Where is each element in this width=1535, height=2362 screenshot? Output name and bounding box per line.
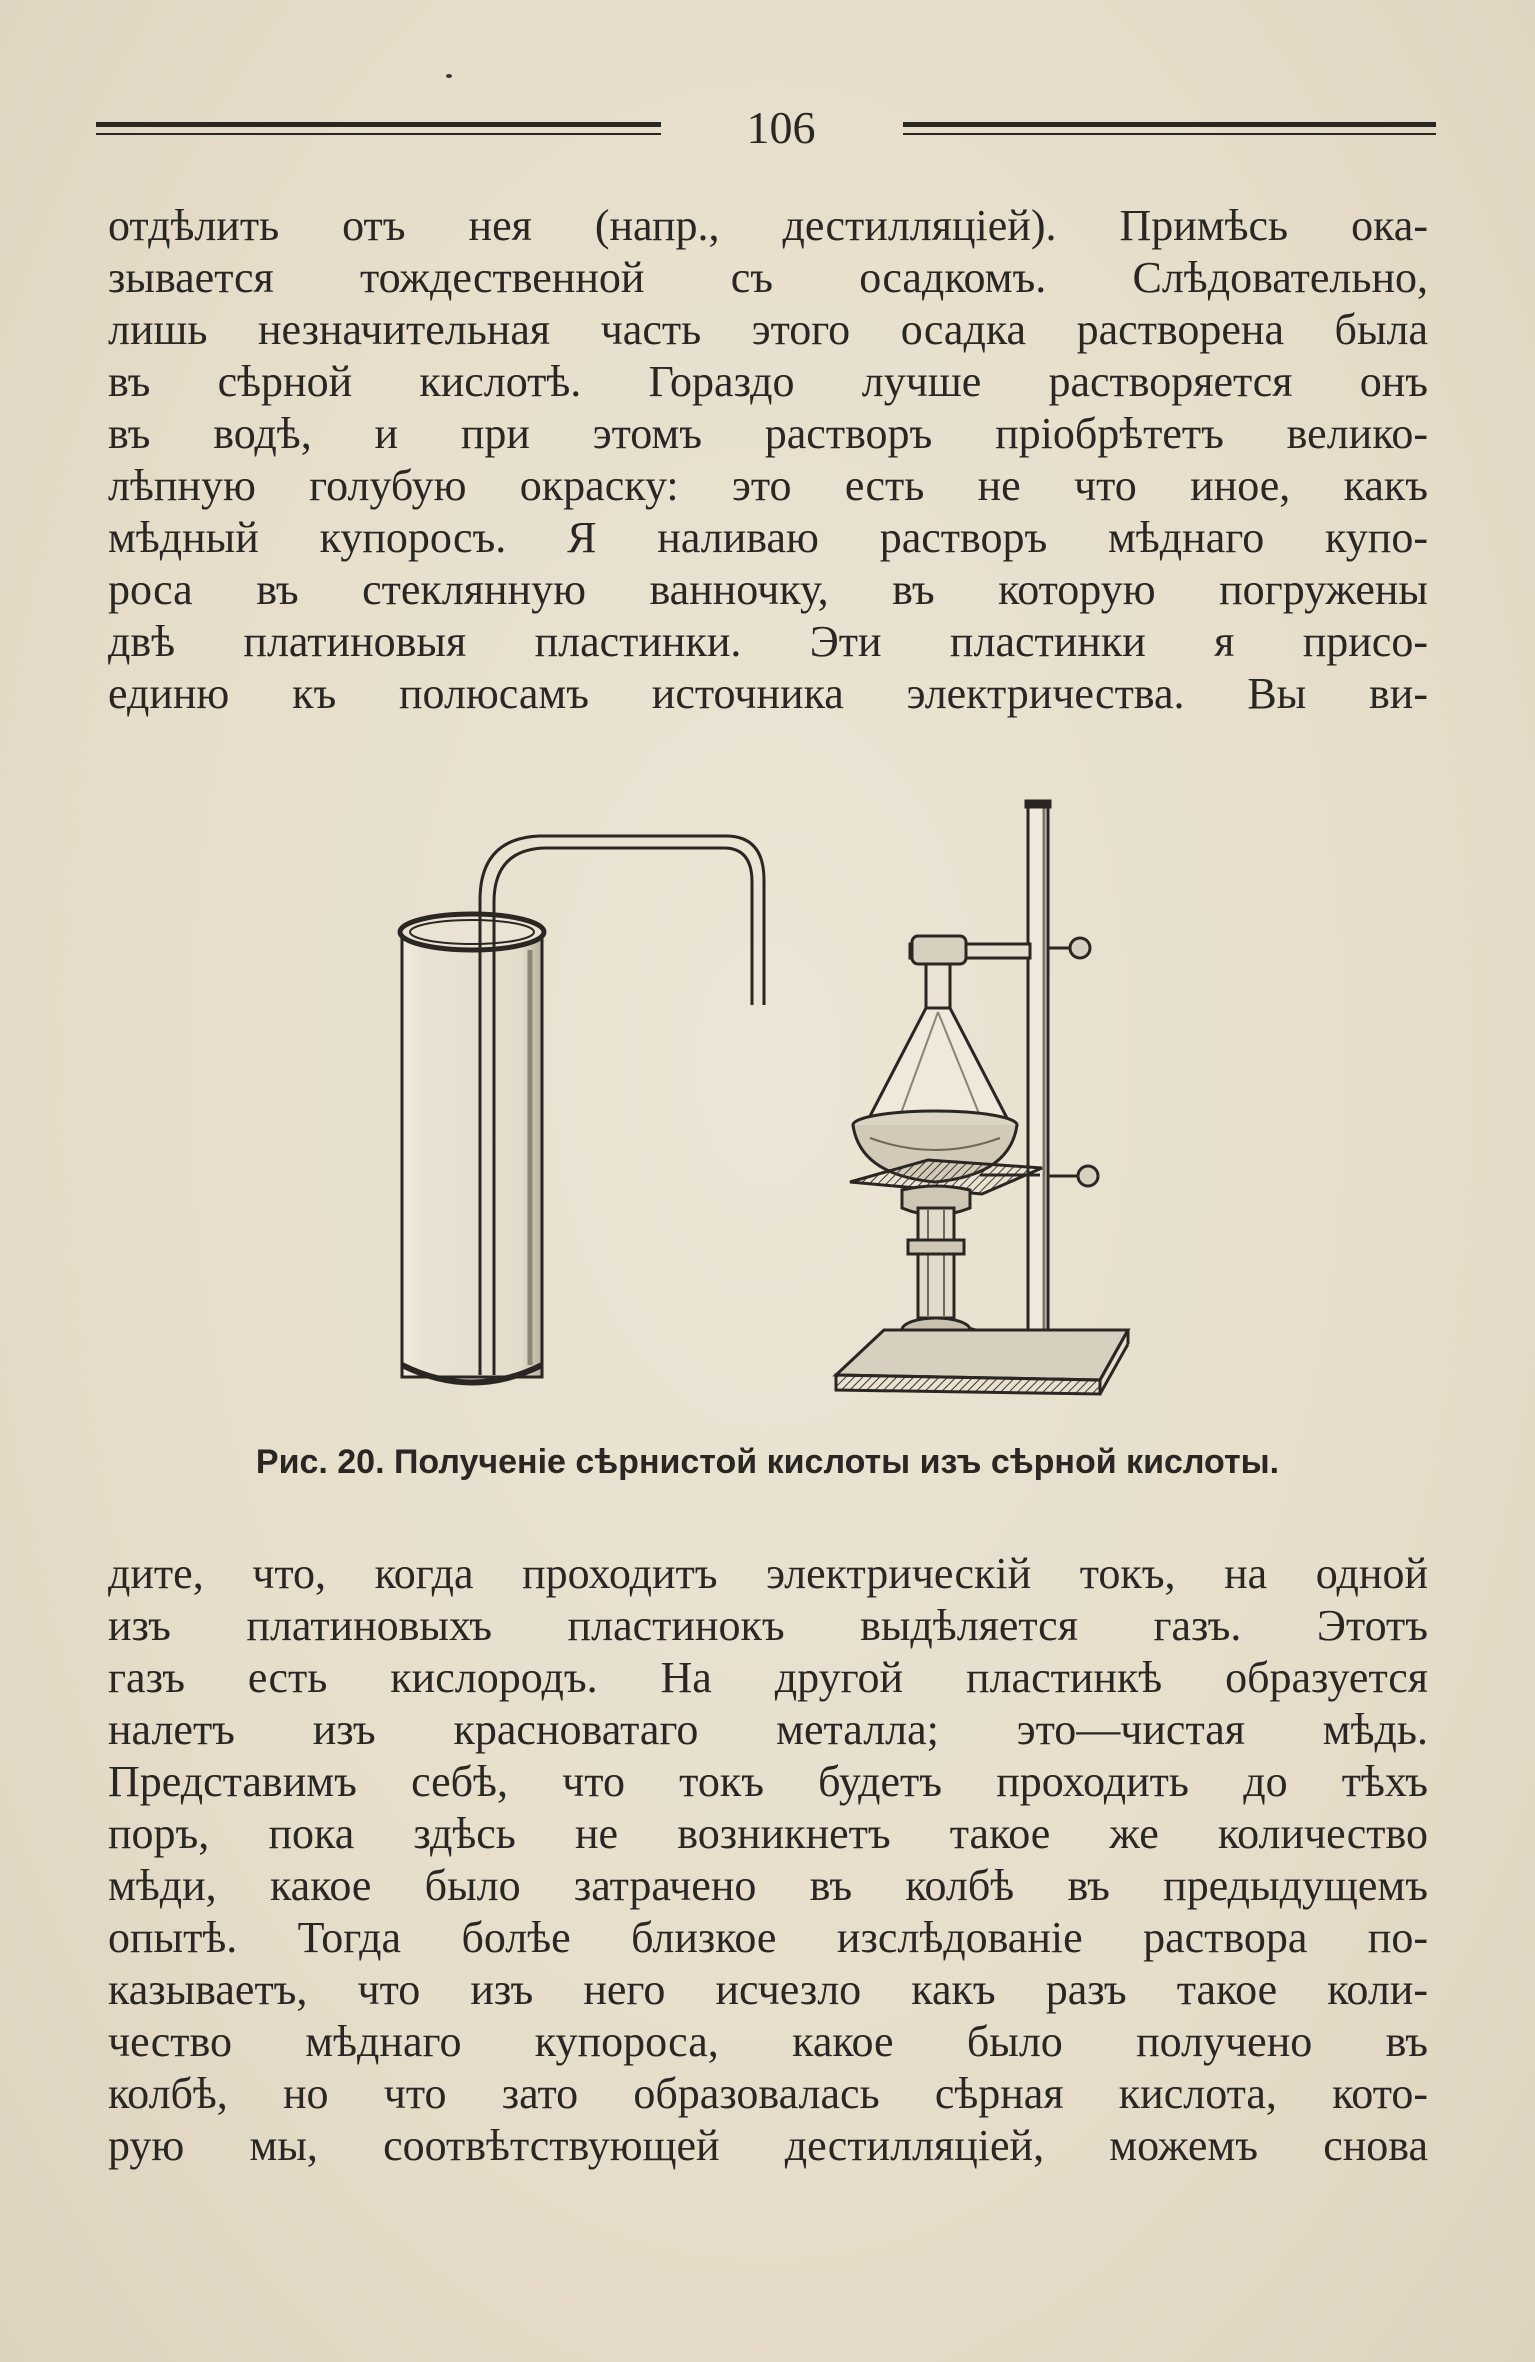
text-line: зывается тождественной съ осадкомъ. Слѣдовательно,	[108, 253, 1428, 302]
stand-base	[836, 1330, 1128, 1394]
flask	[868, 964, 1008, 1131]
dish-on-ring	[850, 1111, 1098, 1194]
figure-caption: Рис. 20. Полученіе сѣрнистой кислоты изъ сѣрной кислоты.	[255, 1443, 1280, 1481]
text-line: въ сѣрной кислотѣ. Гораздо лучше растворяется онъ	[108, 357, 1428, 406]
upper-clamp	[910, 936, 1090, 964]
header-rule-right	[903, 122, 1436, 140]
stand-rod	[1025, 800, 1051, 1364]
body-text-top	[108, 200, 1428, 720]
text-line: отдѣлить отъ нея (напр., дестилляціей). Примѣсь ока-	[108, 201, 1428, 250]
text-line: лѣпную голубую окраску: это есть не что иное, какъ	[108, 461, 1428, 510]
text-line: рую мы, соотвѣтствующей дестилляціей, можемъ снова	[108, 2121, 1428, 2170]
page-header	[96, 100, 1436, 160]
text-line: двѣ платиновыя пластинки. Эти пластинки я присо-	[108, 617, 1428, 666]
text-line: роса въ стеклянную ванночку, въ которую погружены	[108, 565, 1428, 614]
text-line: единю къ полюсамъ источника электричества. Вы ви-	[108, 669, 1428, 718]
text-line: налетъ изъ красноватаго металла; это—чистая мѣдь.	[108, 1705, 1428, 1754]
page-number: 106	[746, 102, 816, 153]
text-line: чество мѣднаго купороса, какое было получено въ	[108, 2017, 1428, 2066]
body-text-bottom	[108, 1548, 1428, 2172]
text-line: поръ, пока здѣсь не возникнетъ такое же количество	[108, 1809, 1428, 1858]
glass-cylinder	[400, 914, 544, 1383]
text-line: лишь незначительная часть этого осадка растворена была	[108, 305, 1428, 354]
figure-illustration	[380, 790, 1140, 1410]
apparatus-drawing	[380, 790, 1140, 1410]
text-line: казываетъ, что изъ него исчезло какъ разъ такое коли-	[108, 1965, 1428, 2014]
text-line: мѣдный купоросъ. Я наливаю растворъ мѣднаго купо-	[108, 513, 1428, 562]
text-line: газъ есть кислородъ. На другой пластинкѣ образуется	[108, 1653, 1428, 1702]
text-line: изъ платиновыхъ пластинокъ выдѣляется газъ. Этотъ	[108, 1601, 1428, 1650]
text-line: Представимъ себѣ, что токъ будетъ проходить до тѣхъ	[108, 1757, 1428, 1806]
text-line: колбѣ, но что зато образовалась сѣрная кислота, кото-	[108, 2069, 1428, 2118]
header-rule-left	[96, 122, 661, 140]
print-speck	[446, 74, 452, 78]
text-line: въ водѣ, и при этомъ растворъ пріобрѣтетъ велико-	[108, 409, 1428, 458]
text-line: мѣди, какое было затрачено въ колбѣ въ предыдущемъ	[108, 1861, 1428, 1910]
text-line: дите, что, когда проходитъ электрическій токъ, на одной	[108, 1549, 1428, 1598]
text-line: опытѣ. Тогда болѣе близкое изслѣдованіе раствора по-	[108, 1913, 1428, 1962]
